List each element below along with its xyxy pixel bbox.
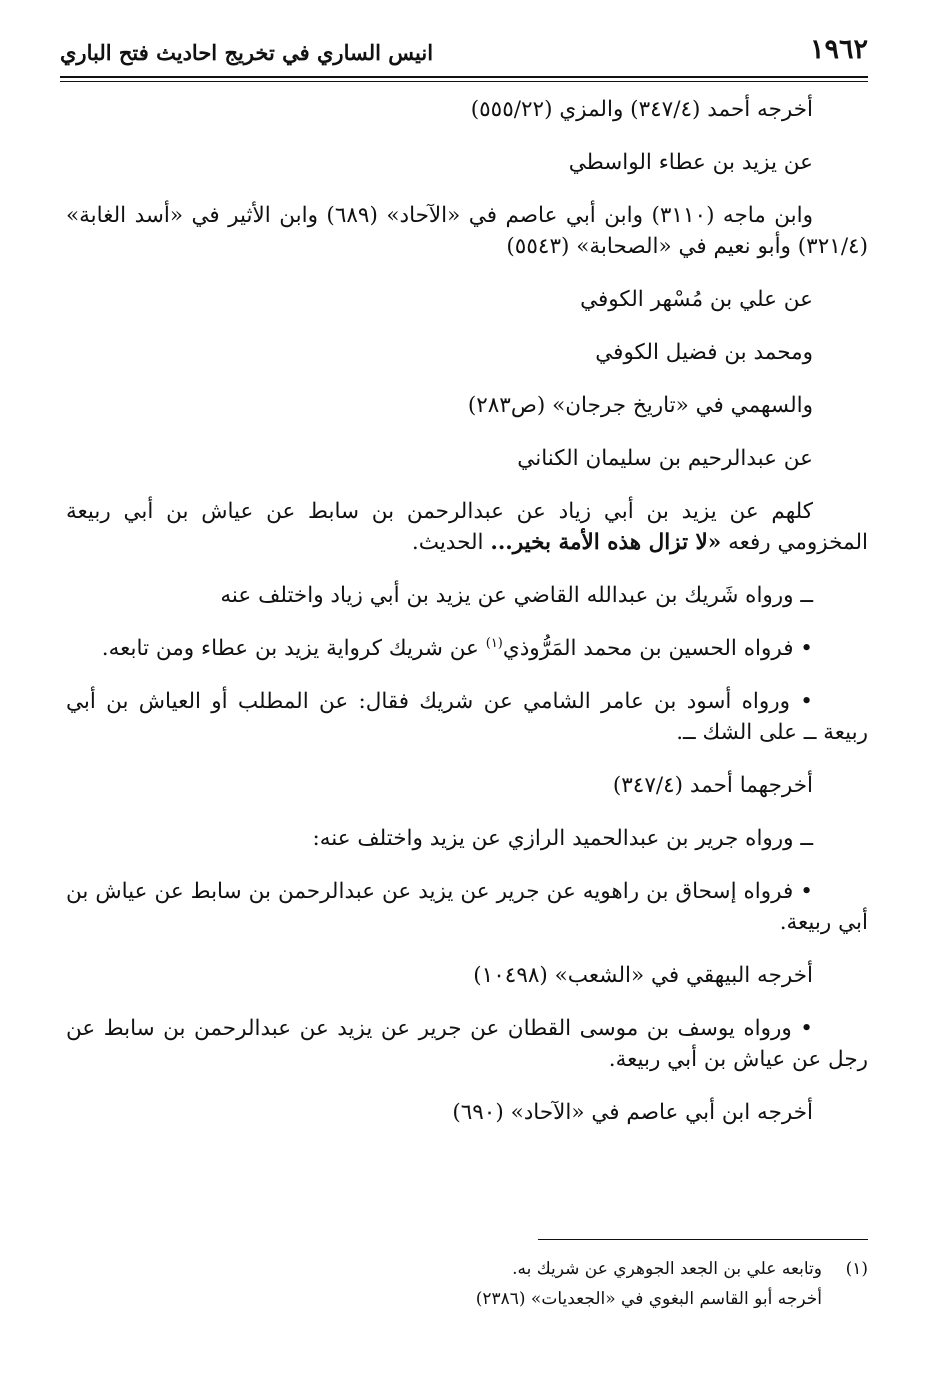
paragraph-text: عن يزيد بن عطاء الواسطي: [568, 150, 813, 175]
paragraph-text: • ورواه يوسف بن موسى القطان عن جرير عن يزيد عن عبدالرحمن بن سابط عن رجل عن عياش بن أبي ربيعة.: [66, 1016, 868, 1072]
paragraph-6: [66, 390, 868, 421]
paragraph-text: أخرجهما أحمد (٣٤٧/٤): [612, 773, 813, 798]
running-title: انيس الساري في تخريج احاديث فتح الباري: [60, 40, 434, 65]
footnote-number: (١): [845, 1259, 868, 1279]
paragraph-text: • فرواه إسحاق بن راهويه عن جرير عن يزيد عن عبدالرحمن بن سابط عن عياش بن أبي ربيعة.: [66, 879, 868, 935]
paragraph-17: [66, 1097, 868, 1128]
paragraph-text: أخرجه أحمد (٣٤٧/٤) والمزي (٥٥٥/٢٢): [470, 97, 813, 122]
header-rule-thin: [60, 81, 868, 82]
paragraph-text: الحديث.: [411, 530, 491, 555]
paragraph-4: [66, 284, 868, 315]
paragraph-2: [66, 147, 868, 178]
footnote-text: وتابعه علي بن الجعد الجوهري عن شريك به.: [512, 1259, 822, 1279]
paragraph-15: [66, 960, 868, 991]
page-number: ١٩٦٢: [809, 34, 868, 65]
paragraph-text: والسهمي في «تاريخ جرجان» (ص٢٨٣): [467, 393, 813, 418]
paragraph-12: [66, 770, 868, 801]
paragraph-text: عن علي بن مُسْهر الكوفي: [580, 287, 813, 312]
footnotes: [66, 1254, 868, 1314]
paragraph-text: وابن ماجه (٣١١٠) وابن أبي عاصم في «الآحاد» (٦٨٩) وابن الأثير في «أسد الغابة» (٣٢١/٤) وأبو نعيم في «الصحابة» (٥٥٤٣): [66, 203, 868, 259]
main-text: [66, 94, 868, 1150]
paragraph-7: [66, 443, 868, 474]
paragraph-text: • ورواه أسود بن عامر الشامي عن شريك فقال: عن المطلب أو العياش بن أبي ربيعة ــ على الشك ــ.: [66, 689, 868, 745]
page-header: [60, 34, 868, 74]
paragraph-text: أخرجه ابن أبي عاصم في «الآحاد» (٦٩٠): [452, 1100, 813, 1125]
footnote-separator: [538, 1239, 868, 1240]
paragraph-16: [66, 1013, 868, 1075]
paragraph-8: [66, 496, 868, 558]
paragraph-5: [66, 337, 868, 368]
paragraph-text: كلهم عن يزيد بن أبي زياد عن عبدالرحمن بن سابط عن عياش بن أبي ربيعة المخزومي رفعه: [66, 499, 868, 555]
paragraph-text: • فرواه الحسين بن محمد المَرُّوذي: [502, 636, 813, 661]
paragraph-11: [66, 686, 868, 748]
paragraph-text: ومحمد بن فضيل الكوفي: [595, 340, 813, 365]
paragraph-14: [66, 876, 868, 938]
paragraph-text: ــ ورواه شَريك بن عبدالله القاضي عن يزيد بن أبي زياد واختلف عنه: [220, 583, 813, 608]
footnote-line-2: [66, 1284, 868, 1314]
paragraph-1: [66, 94, 868, 125]
paragraph-13: [66, 823, 868, 854]
paragraph-text: عن شريك كرواية يزيد بن عطاء ومن تابعه.: [101, 636, 486, 661]
paragraph-text: عن عبدالرحيم بن سليمان الكناني: [517, 446, 813, 471]
hadith-quote: «لا تزال هذه الأمة بخير...: [490, 530, 722, 555]
header-rule-thick: [60, 76, 868, 78]
footnote-marker[interactable]: (١): [485, 635, 503, 651]
paragraph-text: ــ ورواه جرير بن عبدالحميد الرازي عن يزيد واختلف عنه:: [312, 826, 813, 851]
footnote-text: أخرجه أبو القاسم البغوي في «الجعديات» (٢٣٨٦): [475, 1289, 822, 1309]
paragraph-10: [66, 633, 868, 664]
paragraph-9: [66, 580, 868, 611]
paragraph-text: أخرجه البيهقي في «الشعب» (١٠٤٩٨): [473, 963, 813, 988]
paragraph-3: [66, 200, 868, 262]
footnote-line-1: [66, 1254, 868, 1284]
